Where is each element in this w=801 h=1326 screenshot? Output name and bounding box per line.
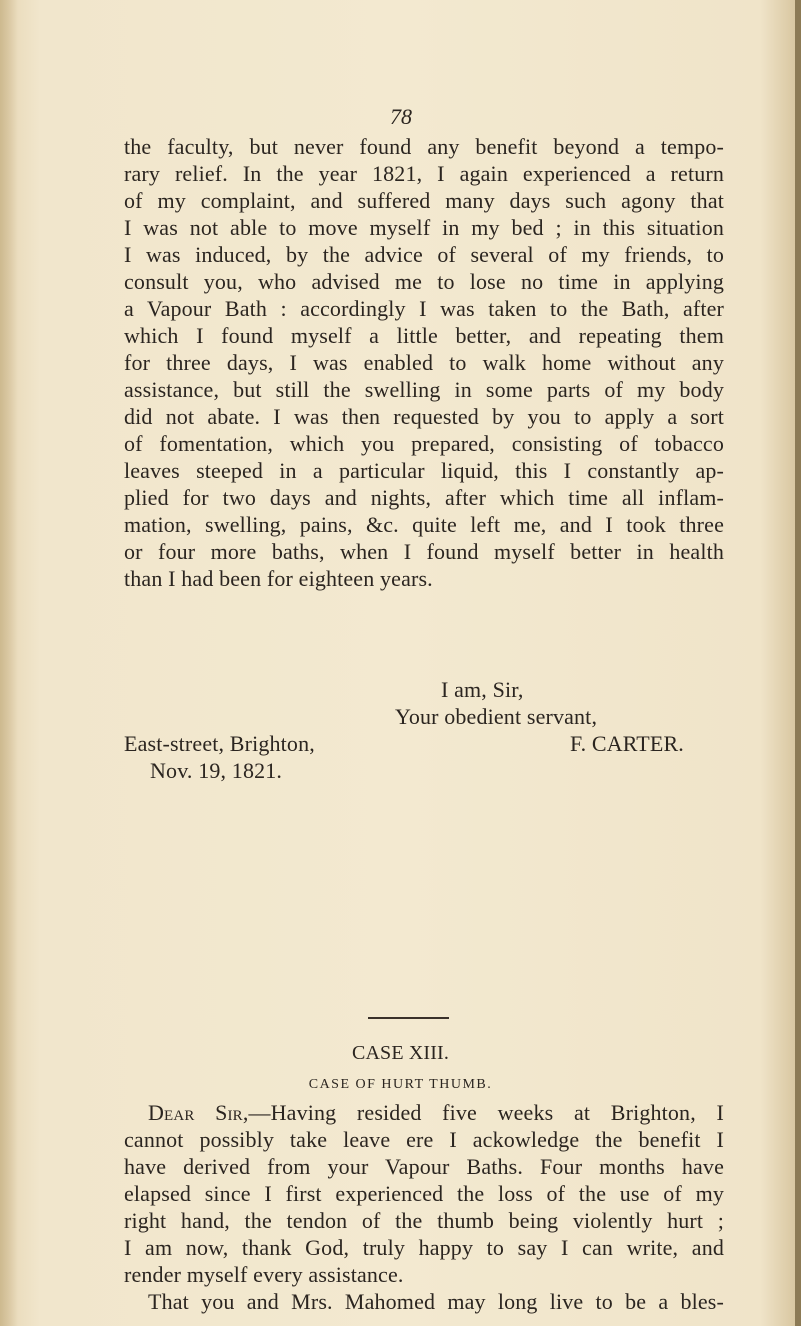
page-edge (795, 0, 801, 1326)
body-line: of my complaint, and suffered many days such agony that (124, 188, 724, 213)
body-line: rary relief. In the year 1821, I again experienced a return (124, 161, 724, 186)
letter-neave-first-line (148, 1099, 724, 1126)
body-line: the faculty, but never found any benefit beyond a tempo- (124, 134, 724, 159)
body-line: or four more baths, when I found myself better in health (124, 539, 724, 564)
body-line: mation, swelling, pains, &c. quite left me, and I took three (124, 512, 724, 537)
body-line: which I found myself a little better, and repeating them (124, 323, 724, 348)
section-divider (368, 1017, 449, 1019)
closing-line-2: Your obedient servant, (395, 704, 598, 729)
body-line: cannot possibly take leave ere I ackowledge the benefit I (124, 1127, 724, 1152)
body-line: I am now, thank God, truly happy to say I can write, and (124, 1235, 724, 1260)
case-title: CASE XIII. (351, 1042, 450, 1064)
body-line: than I had been for eighteen years. (124, 566, 433, 591)
letter-date: Nov. 19, 1821. (150, 758, 283, 783)
sender-address: East-street, Brighton, (124, 731, 315, 756)
letter-neave-indent-line: That you and Mrs. Mahomed may long live to be a bles- (148, 1289, 724, 1314)
body-line: assistance, but still the swelling in some parts of my body (124, 377, 724, 402)
body-line: of fomentation, which you prepared, consisting of tobacco (124, 431, 724, 456)
closing-line-1: I am, Sir, (441, 677, 524, 702)
salutation: Dear Sir, (148, 1100, 249, 1125)
body-line: I was not able to move myself in my bed ; in this situation (124, 215, 724, 240)
letter-neave-short-line: render myself every assistance. (124, 1262, 404, 1287)
body-line: I was induced, by the advice of several of my friends, to (124, 242, 724, 267)
case-subtitle: CASE OF HURT THUMB. (308, 1077, 493, 1092)
body-line: leaves steeped in a particular liquid, this I constantly ap- (124, 458, 724, 483)
signature-carter: F. CARTER. (570, 731, 684, 756)
page-number: 78 (390, 104, 412, 129)
first-line-text: —Having resided five weeks at Brighton, I (248, 1100, 724, 1125)
body-line: for three days, I was enabled to walk home without any (124, 350, 724, 375)
body-line: have derived from your Vapour Baths. Four months have (124, 1154, 724, 1179)
body-line: did not abate. I was then requested by you to apply a sort (124, 404, 724, 429)
body-line: plied for two days and nights, after which time all inflam- (124, 485, 724, 510)
body-line: right hand, the tendon of the thumb being violently hurt ; (124, 1208, 724, 1233)
body-line: consult you, who advised me to lose no time in applying (124, 269, 724, 294)
body-line: elapsed since I first experienced the loss of the use of my (124, 1181, 724, 1206)
body-line: a Vapour Bath : accordingly I was taken to the Bath, after (124, 296, 724, 321)
page-gutter-shadow (0, 0, 18, 1326)
